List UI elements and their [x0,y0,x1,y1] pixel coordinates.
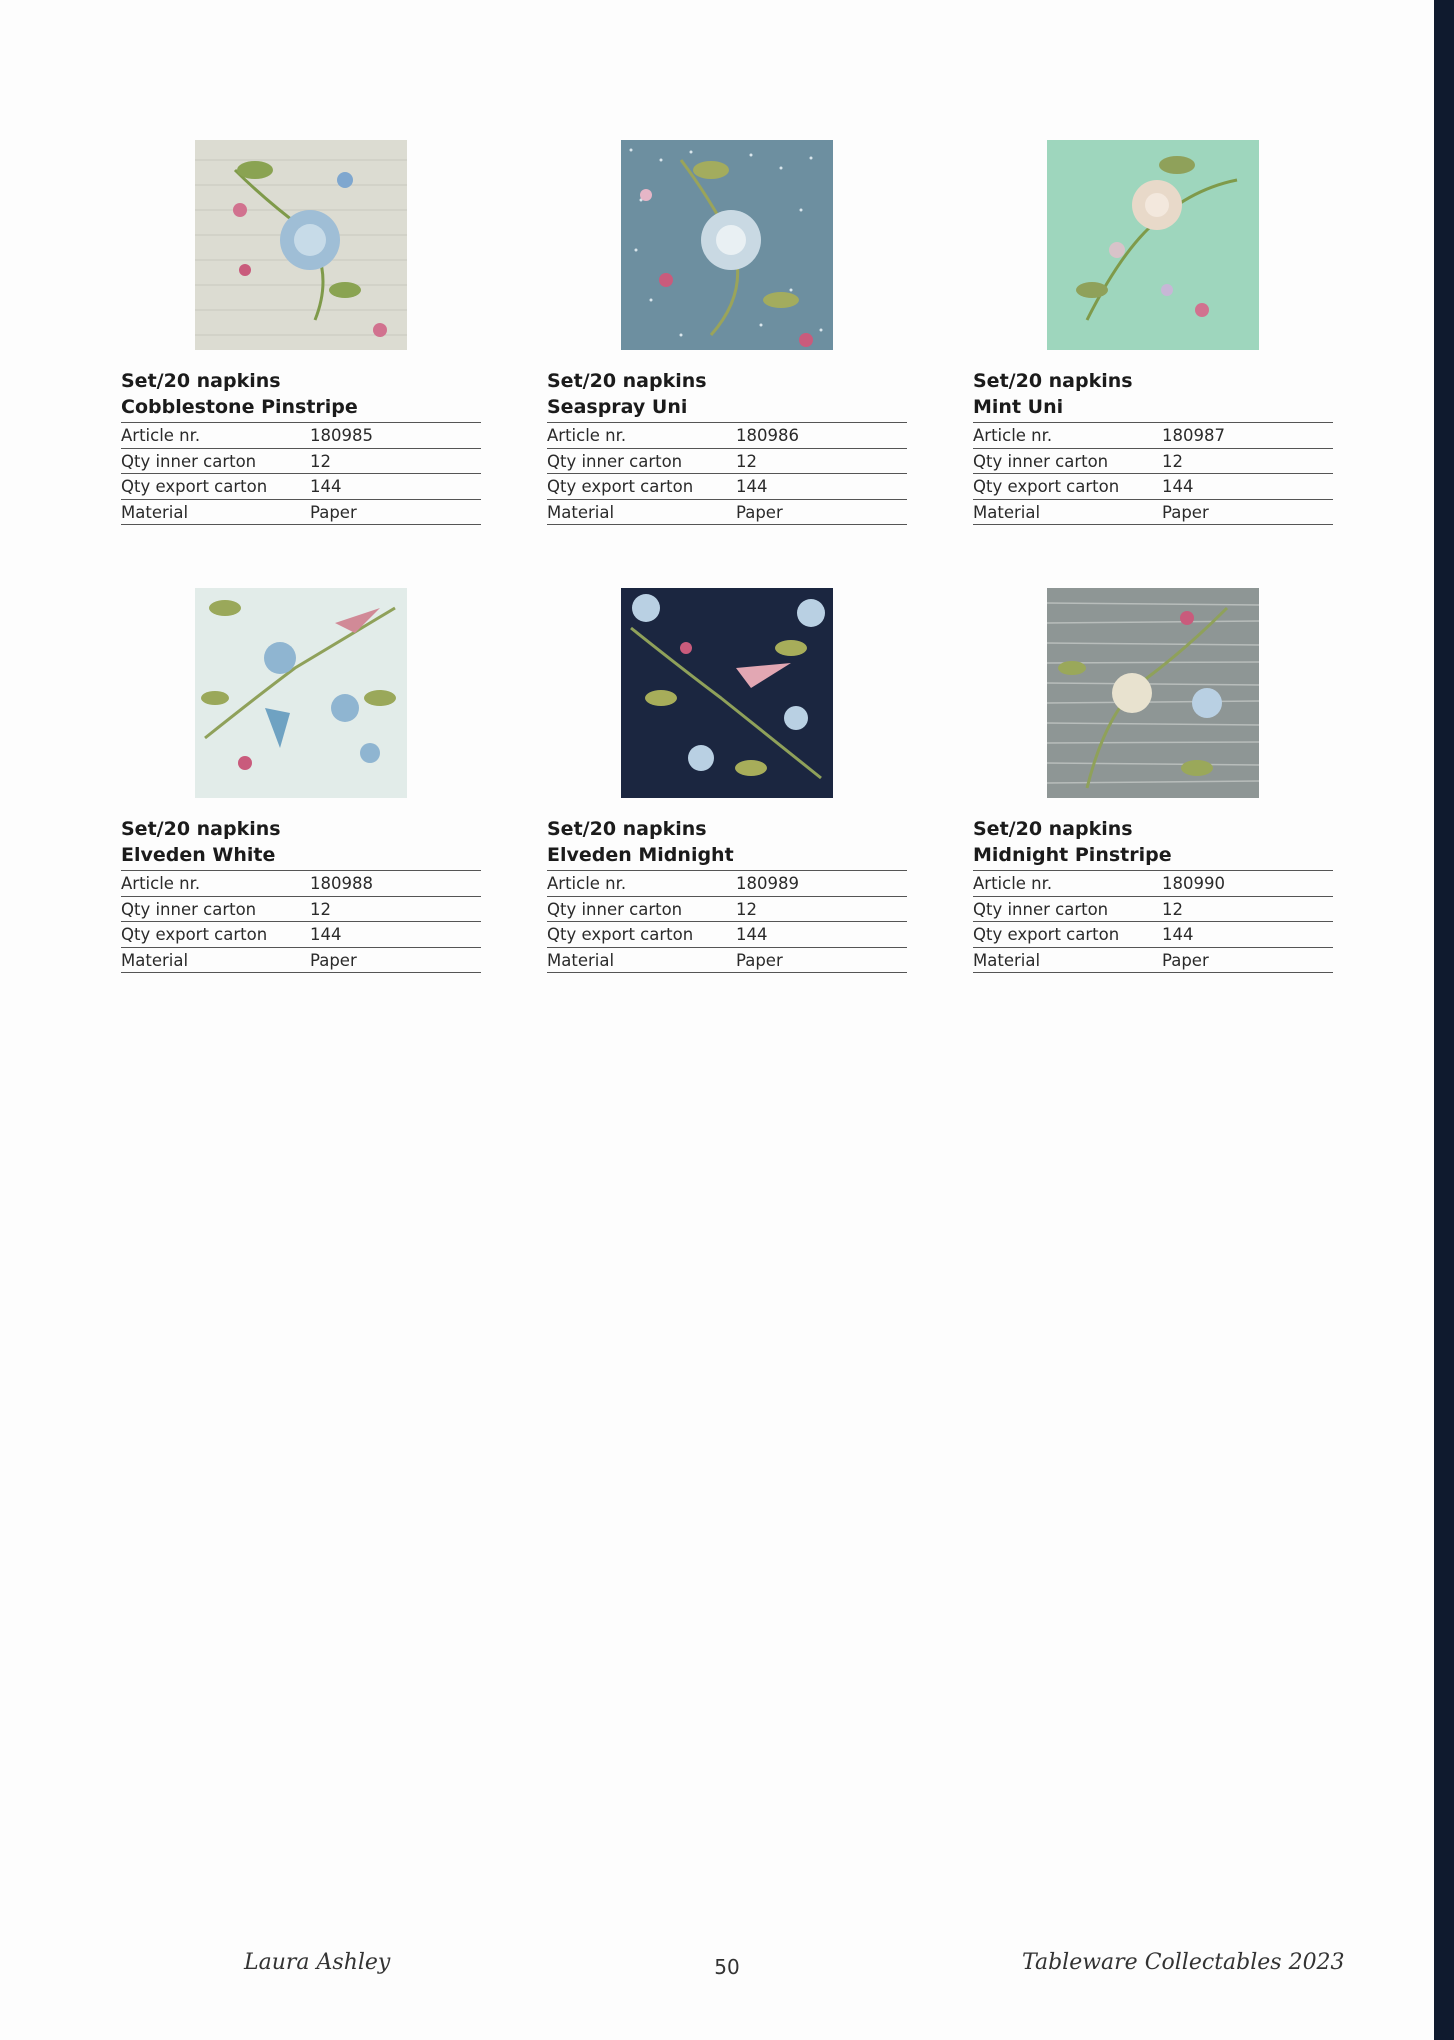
spec-row-material: Material Paper [121,500,481,526]
spec-row-material: Material Paper [973,500,1333,526]
product-title: Set/20 napkins Midnight Pinstripe [973,818,1172,866]
spec-row-material: Material Paper [973,948,1333,974]
spec-row-inner: Qty inner carton 12 [973,449,1333,475]
spec-table [547,422,907,525]
spec-row-inner: Qty inner carton 12 [973,897,1333,923]
napkin-image [195,588,407,798]
footer-catalog-title: Tableware Collectables 2023 [1022,1950,1345,1975]
napkin-image [1047,588,1259,798]
spec-row-export: Qty export carton 144 [547,474,907,500]
page-edge-bar [1434,0,1454,2040]
footer-brand: Laura Ashley [244,1950,391,1975]
spec-row-material: Material Paper [547,500,907,526]
spec-row-material: Material Paper [121,948,481,974]
spec-row-article: Article nr. 180985 [121,423,481,449]
spec-table [121,870,481,973]
product-title: Set/20 napkins Mint Uni [973,370,1133,418]
spec-row-article: Article nr. 180990 [973,871,1333,897]
napkin-image [195,140,407,350]
spec-table [547,870,907,973]
spec-row-export: Qty export carton 144 [121,474,481,500]
spec-row-material: Material Paper [547,948,907,974]
page-number: 50 [714,1955,740,1979]
spec-row-article: Article nr. 180989 [547,871,907,897]
spec-row-export: Qty export carton 144 [547,922,907,948]
spec-row-article: Article nr. 180986 [547,423,907,449]
spec-row-export: Qty export carton 144 [973,474,1333,500]
spec-row-inner: Qty inner carton 12 [547,449,907,475]
spec-row-article: Article nr. 180987 [973,423,1333,449]
napkin-image [621,140,833,350]
product-title: Set/20 napkins Seaspray Uni [547,370,707,418]
napkin-image [621,588,833,798]
product-title: Set/20 napkins Cobblestone Pinstripe [121,370,358,418]
spec-row-article: Article nr. 180988 [121,871,481,897]
spec-row-export: Qty export carton 144 [973,922,1333,948]
spec-row-inner: Qty inner carton 12 [121,897,481,923]
napkin-image [1047,140,1259,350]
spec-table [973,870,1333,973]
spec-table [121,422,481,525]
product-title: Set/20 napkins Elveden White [121,818,281,866]
spec-row-export: Qty export carton 144 [121,922,481,948]
product-title: Set/20 napkins Elveden Midnight [547,818,734,866]
spec-table [973,422,1333,525]
spec-row-inner: Qty inner carton 12 [121,449,481,475]
spec-row-inner: Qty inner carton 12 [547,897,907,923]
